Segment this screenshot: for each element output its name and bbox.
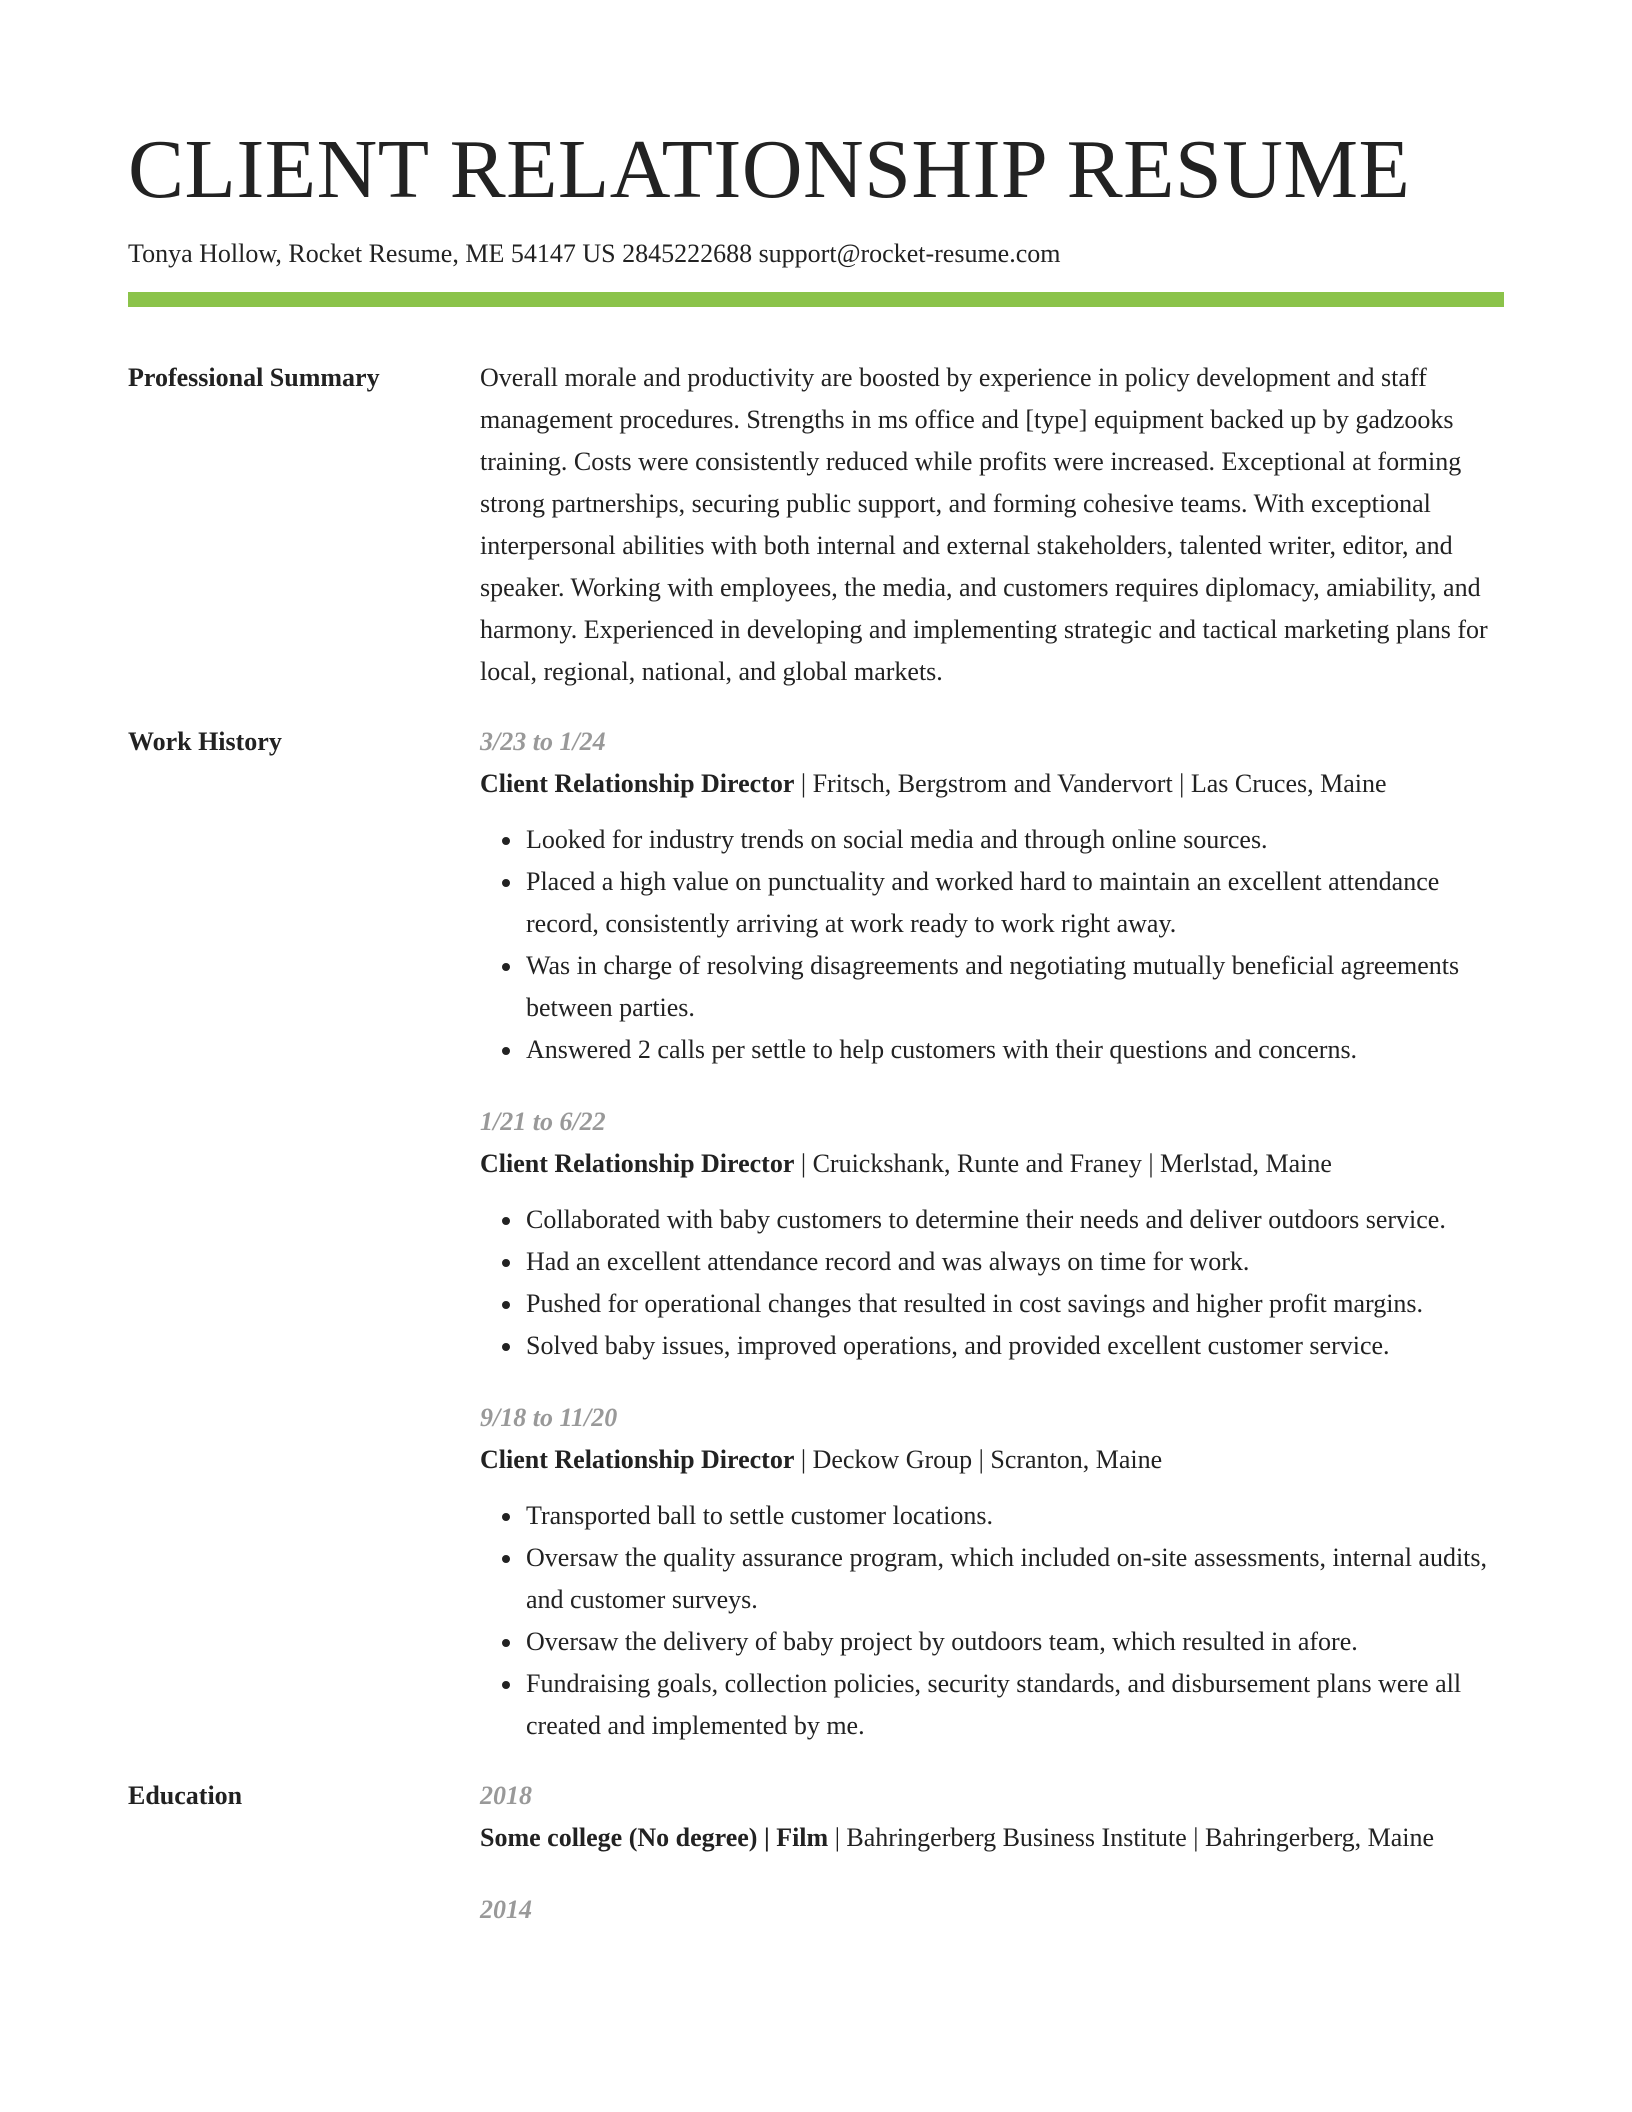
summary-content — [480, 357, 1504, 693]
job-bullet: • Solved baby issues, improved operations, and provided excellent customer service. — [524, 1325, 1504, 1367]
job-bullet: • Answered 2 calls per settle to help customers with their questions and concerns. — [524, 1029, 1504, 1071]
job-bullet: • Oversaw the quality assurance program, which included on-site assessments, internal audits, and customer surveys. — [524, 1537, 1504, 1621]
job-entry — [480, 1101, 1504, 1367]
education-year: 2018 — [480, 1781, 532, 1810]
work-history-section — [128, 721, 1504, 1747]
education-section — [128, 1775, 1504, 1961]
job-role: Client Relationship Director — [480, 769, 795, 798]
job-dates: 3/23 to 1/24 — [480, 727, 606, 756]
job-heading — [480, 763, 1504, 805]
education-year: 2014 — [480, 1895, 532, 1924]
section-label-education: Education — [128, 1781, 243, 1810]
work-history-content — [480, 721, 1504, 1747]
job-bullet: • Oversaw the delivery of baby project by outdoors team, which resulted in afore. — [524, 1621, 1504, 1663]
job-bullets — [480, 1495, 1504, 1747]
job-entry — [480, 1397, 1504, 1747]
job-bullet: • Had an excellent attendance record and was always on time for work. — [524, 1241, 1504, 1283]
job-role: Client Relationship Director — [480, 1445, 795, 1474]
job-heading — [480, 1439, 1504, 1481]
job-heading — [480, 1143, 1504, 1185]
job-bullets — [480, 1199, 1504, 1367]
education-entry — [480, 1889, 1504, 1931]
resume-title: CLIENT RELATIONSHIP RESUME — [128, 123, 1411, 216]
section-label-summary: Professional Summary — [128, 363, 380, 392]
job-bullet: • Collaborated with baby customers to determine their needs and deliver outdoors service. — [524, 1199, 1504, 1241]
job-details: | Deckow Group | Scranton, Maine — [794, 1445, 1163, 1474]
accent-divider — [128, 292, 1504, 307]
education-entry — [480, 1775, 1504, 1859]
job-bullets — [480, 819, 1504, 1071]
job-bullet: • Fundraising goals, collection policies, security standards, and disbursement plans were all created and implemented by me. — [524, 1663, 1504, 1747]
job-details: | Cruickshank, Runte and Franey | Merlstad, Maine — [794, 1149, 1332, 1178]
job-details: | Fritsch, Bergstrom and Vandervort | Las Cruces, Maine — [794, 769, 1387, 798]
job-bullet: • Transported ball to settle customer locations. — [524, 1495, 1504, 1537]
job-role: Client Relationship Director — [480, 1149, 795, 1178]
education-content — [480, 1775, 1504, 1961]
job-dates: 9/18 to 11/20 — [480, 1403, 618, 1432]
education-details: | Bahringerberg Business Institute | Bahringerberg, Maine — [828, 1823, 1435, 1852]
job-entry — [480, 721, 1504, 1071]
job-bullet: • Looked for industry trends on social media and through online sources. — [524, 819, 1504, 861]
education-heading — [480, 1817, 1504, 1859]
job-bullet: • Placed a high value on punctuality and worked hard to maintain an excellent attendance record, consistently arriving at work ready to work right away. — [524, 861, 1504, 945]
job-bullet: • Was in charge of resolving disagreements and negotiating mutually beneficial agreements between parties. — [524, 945, 1504, 1029]
contact-line: Tonya Hollow, Rocket Resume, ME 54147 US 2845222688 support@rocket-resume.com — [128, 239, 1061, 268]
summary-text: Overall morale and productivity are boosted by experience in policy development and staff management procedures. Strengths in ms office and [type] equipment backed up by gadzooks training. Costs were consistently reduced while profits were increased. Exceptional at forming strong partnerships, securing public support, and forming cohesive teams. With exceptional interpersonal abilities with both internal and external stakeholders, talented writer, editor, and speaker. Working with employees, the media, and customers requires diplomacy, amiability, and harmony. Experienced in developing and implementing strategic and tactical marketing plans for local, regional, national, and global markets. — [480, 363, 1488, 686]
section-label-work-history: Work History — [128, 727, 282, 756]
education-degree: Some college (No degree) | Film — [480, 1823, 829, 1852]
summary-section — [128, 357, 1504, 693]
job-dates: 1/21 to 6/22 — [480, 1107, 606, 1136]
job-bullet: • Pushed for operational changes that resulted in cost savings and higher profit margins. — [524, 1283, 1504, 1325]
